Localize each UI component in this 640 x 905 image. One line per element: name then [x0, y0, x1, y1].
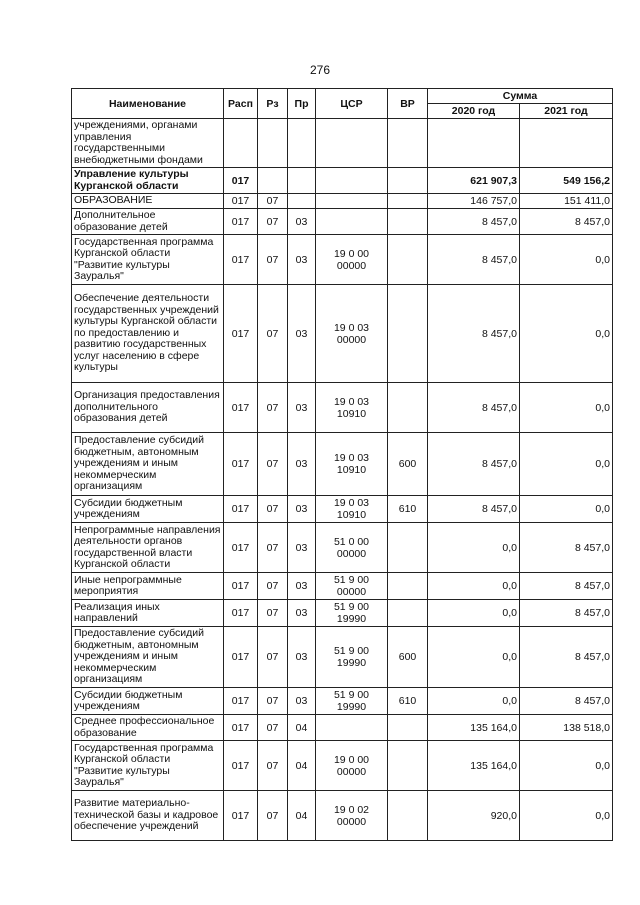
header-rz: Рз	[258, 89, 288, 119]
cell-rasp: 017	[224, 715, 258, 741]
cell-csr	[316, 715, 388, 741]
cell-name: Обеспечение деятельности государственных учреждений культуры Курганской области по предоставлению и развитию государственных услуг населению в сфере культуры	[72, 285, 224, 383]
cell-vr	[388, 209, 428, 235]
cell-csr: 19 0 02 00000	[316, 791, 388, 841]
cell-vr	[388, 791, 428, 841]
cell-name: ОБРАЗОВАНИЕ	[72, 194, 224, 209]
cell-y2020: 0,0	[428, 688, 520, 715]
cell-vr	[388, 715, 428, 741]
cell-pr: 03	[288, 383, 316, 433]
cell-y2020: 146 757,0	[428, 194, 520, 209]
cell-y2020: 135 164,0	[428, 741, 520, 791]
cell-pr	[288, 168, 316, 194]
cell-name: Управление культуры Курганской области	[72, 168, 224, 194]
cell-name: Предоставление субсидий бюджетным, автономным учреждениям и иным некоммерческим организациям	[72, 433, 224, 496]
cell-rz: 07	[258, 600, 288, 627]
cell-y2021: 151 411,0	[520, 194, 613, 209]
table-row	[72, 791, 613, 841]
cell-name: Государственная программа Курганской области "Развитие культуры Зауралья"	[72, 741, 224, 791]
cell-y2021: 8 457,0	[520, 523, 613, 573]
cell-y2020: 920,0	[428, 791, 520, 841]
cell-y2021: 8 457,0	[520, 627, 613, 688]
cell-rasp: 017	[224, 285, 258, 383]
cell-y2020: 135 164,0	[428, 715, 520, 741]
cell-rasp: 017	[224, 741, 258, 791]
cell-y2021: 0,0	[520, 235, 613, 285]
cell-pr: 03	[288, 285, 316, 383]
cell-rz: 07	[258, 209, 288, 235]
cell-csr: 19 0 03 10910	[316, 496, 388, 523]
cell-rz: 07	[258, 741, 288, 791]
cell-name: Предоставление субсидий бюджетным, автономным учреждениям и иным некоммерческим организациям	[72, 627, 224, 688]
cell-rasp: 017	[224, 235, 258, 285]
cell-vr	[388, 235, 428, 285]
cell-vr: 600	[388, 627, 428, 688]
table-row	[72, 573, 613, 600]
cell-rz: 07	[258, 573, 288, 600]
cell-csr: 19 0 00 00000	[316, 741, 388, 791]
cell-vr	[388, 168, 428, 194]
cell-rasp: 017	[224, 600, 258, 627]
cell-csr: 51 9 00 19990	[316, 600, 388, 627]
cell-y2020: 8 457,0	[428, 496, 520, 523]
table-row	[72, 600, 613, 627]
cell-y2020: 0,0	[428, 627, 520, 688]
cell-y2021: 0,0	[520, 791, 613, 841]
cell-vr: 610	[388, 496, 428, 523]
cell-y2021: 0,0	[520, 496, 613, 523]
cell-vr	[388, 741, 428, 791]
cell-y2020: 8 457,0	[428, 433, 520, 496]
cell-rz: 07	[258, 433, 288, 496]
cell-y2021: 8 457,0	[520, 209, 613, 235]
cell-vr	[388, 573, 428, 600]
cell-y2021: 0,0	[520, 383, 613, 433]
cell-rasp: 017	[224, 383, 258, 433]
cell-y2020: 0,0	[428, 523, 520, 573]
cell-csr: 19 0 03 00000	[316, 285, 388, 383]
cell-vr	[388, 194, 428, 209]
cell-rz: 07	[258, 383, 288, 433]
cell-y2020: 621 907,3	[428, 168, 520, 194]
cell-rasp: 017	[224, 209, 258, 235]
cell-rasp: 017	[224, 194, 258, 209]
cell-pr: 03	[288, 496, 316, 523]
cell-pr: 03	[288, 573, 316, 600]
cell-rz: 07	[258, 523, 288, 573]
table-row	[72, 383, 613, 433]
cell-vr	[388, 285, 428, 383]
cell-csr: 19 0 00 00000	[316, 235, 388, 285]
cell-pr: 03	[288, 433, 316, 496]
cell-name: Реализация иных направлений	[72, 600, 224, 627]
cell-name: Субсидии бюджетным учреждениям	[72, 688, 224, 715]
cell-y2021: 0,0	[520, 285, 613, 383]
cell-vr: 610	[388, 688, 428, 715]
cell-rasp: 017	[224, 573, 258, 600]
cell-y2021: 0,0	[520, 741, 613, 791]
cell-rz: 07	[258, 194, 288, 209]
cell-y2021: 8 457,0	[520, 688, 613, 715]
cell-csr: 19 0 03 10910	[316, 383, 388, 433]
cell-pr: 03	[288, 688, 316, 715]
table-header	[72, 89, 613, 119]
header-vr: ВР	[388, 89, 428, 119]
budget-table	[71, 88, 613, 841]
header-sum: Сумма	[428, 89, 613, 104]
cell-y2020: 8 457,0	[428, 383, 520, 433]
table-row	[72, 235, 613, 285]
cell-name: Государственная программа Курганской области "Развитие культуры Зауралья"	[72, 235, 224, 285]
cell-rasp: 017	[224, 168, 258, 194]
cell-name: Организация предоставления дополнительного образования детей	[72, 383, 224, 433]
cell-y2020: 8 457,0	[428, 209, 520, 235]
table-row	[72, 741, 613, 791]
cell-y2020: 0,0	[428, 573, 520, 600]
cell-pr: 04	[288, 741, 316, 791]
cell-csr	[316, 168, 388, 194]
table-row	[72, 119, 613, 168]
cell-rasp: 017	[224, 791, 258, 841]
header-csr: ЦСР	[316, 89, 388, 119]
cell-y2020: 8 457,0	[428, 285, 520, 383]
table-row	[72, 194, 613, 209]
cell-name: Непрограммные направления деятельности органов государственной власти Курганской области	[72, 523, 224, 573]
cell-rz: 07	[258, 235, 288, 285]
cell-y2021: 549 156,2	[520, 168, 613, 194]
header-2020: 2020 год	[428, 104, 520, 119]
cell-csr	[316, 194, 388, 209]
cell-name: учреждениями, органами управления государственными внебюджетными фондами	[72, 119, 224, 168]
cell-rasp	[224, 119, 258, 168]
cell-csr: 51 0 00 00000	[316, 523, 388, 573]
cell-y2021: 8 457,0	[520, 600, 613, 627]
cell-y2021: 8 457,0	[520, 573, 613, 600]
cell-rz: 07	[258, 627, 288, 688]
cell-csr	[316, 209, 388, 235]
cell-rz	[258, 168, 288, 194]
cell-pr: 04	[288, 715, 316, 741]
cell-y2021: 138 518,0	[520, 715, 613, 741]
cell-rz: 07	[258, 285, 288, 383]
cell-pr: 03	[288, 209, 316, 235]
cell-name: Субсидии бюджетным учреждениям	[72, 496, 224, 523]
cell-y2021: 0,0	[520, 433, 613, 496]
cell-rz: 07	[258, 715, 288, 741]
cell-rz: 07	[258, 688, 288, 715]
table-row	[72, 433, 613, 496]
cell-rasp: 017	[224, 627, 258, 688]
cell-pr: 03	[288, 627, 316, 688]
cell-csr	[316, 119, 388, 168]
header-2021: 2021 год	[520, 104, 613, 119]
cell-pr: 04	[288, 791, 316, 841]
table-row	[72, 285, 613, 383]
cell-y2020	[428, 119, 520, 168]
cell-rz: 07	[258, 496, 288, 523]
cell-pr	[288, 119, 316, 168]
table-row	[72, 627, 613, 688]
table-row	[72, 209, 613, 235]
cell-rasp: 017	[224, 496, 258, 523]
cell-name: Развитие материально-технической базы и кадровое обеспечение учреждений	[72, 791, 224, 841]
cell-name: Среднее профессиональное образование	[72, 715, 224, 741]
cell-pr: 03	[288, 523, 316, 573]
cell-name: Иные непрограммные мероприятия	[72, 573, 224, 600]
cell-vr	[388, 119, 428, 168]
cell-pr: 03	[288, 235, 316, 285]
cell-vr: 600	[388, 433, 428, 496]
table-row	[72, 496, 613, 523]
cell-rasp: 017	[224, 433, 258, 496]
cell-csr: 51 9 00 00000	[316, 573, 388, 600]
cell-vr	[388, 523, 428, 573]
cell-y2020: 0,0	[428, 600, 520, 627]
table-body	[72, 119, 613, 841]
cell-csr: 51 9 00 19990	[316, 627, 388, 688]
cell-y2020: 8 457,0	[428, 235, 520, 285]
table-row	[72, 523, 613, 573]
cell-vr	[388, 383, 428, 433]
header-rasp: Расп	[224, 89, 258, 119]
table-row	[72, 168, 613, 194]
cell-csr: 19 0 03 10910	[316, 433, 388, 496]
cell-pr	[288, 194, 316, 209]
cell-name: Дополнительное образование детей	[72, 209, 224, 235]
cell-y2021	[520, 119, 613, 168]
table-row	[72, 715, 613, 741]
header-name: Наименование	[72, 89, 224, 119]
page-number: 276	[309, 63, 331, 77]
cell-rasp: 017	[224, 688, 258, 715]
cell-rz	[258, 119, 288, 168]
header-pr: Пр	[288, 89, 316, 119]
table-row	[72, 688, 613, 715]
cell-vr	[388, 600, 428, 627]
cell-rz: 07	[258, 791, 288, 841]
cell-rasp: 017	[224, 523, 258, 573]
cell-pr: 03	[288, 600, 316, 627]
cell-csr: 51 9 00 19990	[316, 688, 388, 715]
